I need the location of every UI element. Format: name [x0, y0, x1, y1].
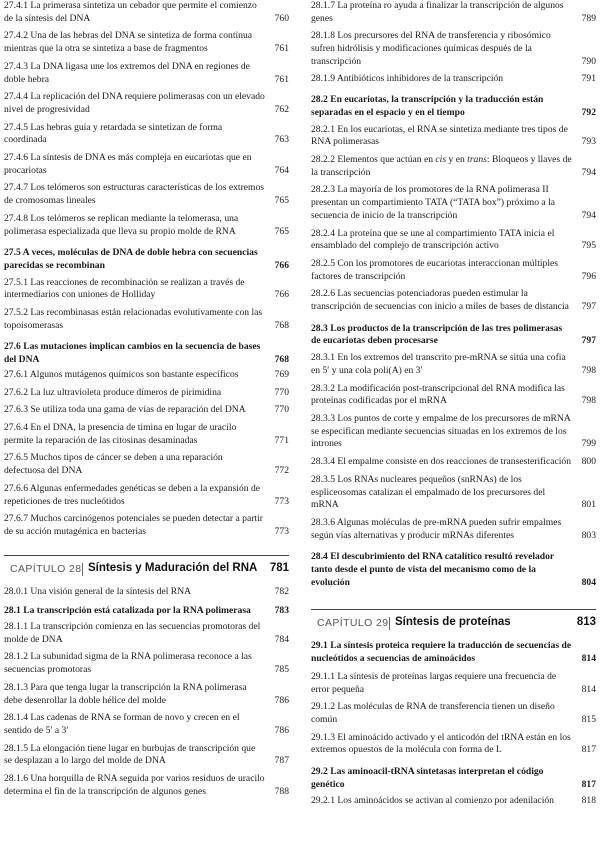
toc-page-number: 789	[581, 12, 596, 24]
toc-entry-title: 27.5.1 Las reacciones de recombinación se realizan a través de intermediarios con uniones de Holliday	[4, 276, 245, 301]
toc-page-number: 784	[274, 633, 289, 645]
toc-entry-28-1-1[interactable]	[4, 621, 289, 646]
toc-page-number: 817	[581, 744, 596, 756]
toc-page-number: 768	[274, 319, 289, 331]
toc-entry-title: 27.6.2 La luz ultravioleta produce dímeros de pirimidina	[4, 386, 222, 398]
toc-entry-28-3-4[interactable]	[311, 456, 596, 469]
toc-entry-27-5-2[interactable]	[4, 307, 289, 332]
toc-page-number: 798	[581, 364, 596, 376]
toc-entry-28-3-3[interactable]	[311, 413, 596, 451]
toc-page-number: 795	[581, 240, 596, 252]
toc-page-number: 770	[274, 404, 289, 416]
toc-entry-title: 29.1.2 Las moléculas de RNA de transferencia tienen un diseño común	[311, 701, 555, 725]
toc-entry-27-6-1[interactable]	[4, 369, 289, 382]
toc-entry-29-1-3[interactable]	[311, 732, 596, 757]
toc-entry-title: 27.4.8 Los telómeros se replican mediante la telomerasa, una polimerasa especializada que lleva su propio molde de RNA	[4, 212, 239, 237]
toc-page-number: 761	[274, 73, 289, 85]
toc-page-number: 762	[274, 103, 289, 115]
toc-entry-title: 28.4 El descubrimiento del RNA catalítico resultó revelador tanto desde el punto de vista del mecanismo como de la evolución	[311, 551, 555, 588]
toc-page-number: 798	[581, 395, 596, 407]
toc-entry-title: 27.4.3 La DNA ligasa une los extremos del DNA en regiones de doble hebra	[4, 60, 250, 85]
toc-entry-title: 27.6.6 Algunas enfermedades genéticas se deben a la expansión de repeticiones de tres nucleótidos	[4, 482, 261, 507]
toc-page-number: 763	[274, 134, 289, 146]
toc-page-number: 794	[581, 166, 596, 178]
toc-entry-title: 29.1.3 El aminoácido activado y el anticodón del tRNA están en los extremos opuestos de la molécula con forma de L	[311, 731, 571, 756]
toc-entry-title: 28.1.6 Una horquilla de RNA seguida por varios residuos de uracilo determina el fin de la transcripción de algunos genes	[4, 773, 265, 797]
toc-entry-27-4-2[interactable]	[4, 30, 289, 55]
toc-page-number: 783	[274, 605, 289, 617]
toc-page-number: 793	[581, 136, 596, 148]
toc-left-column	[4, 0, 289, 798]
toc-page-number: 818	[581, 795, 596, 807]
toc-entry-27-6-4[interactable]	[4, 422, 289, 447]
toc-entry-title: 27.4.5 Las hebras guía y retardada se sintetizan de forma coordinada	[4, 121, 223, 146]
toc-page-number: 791	[581, 72, 596, 84]
toc-entry-28-3-1[interactable]	[311, 352, 596, 377]
toc-entry-28-1-6[interactable]	[4, 773, 289, 798]
toc-entry-27-6-5[interactable]	[4, 452, 289, 477]
toc-page-number: 770	[274, 386, 289, 398]
toc-section-28-3[interactable]	[311, 323, 596, 348]
toc-page-number: 786	[274, 694, 289, 706]
toc-entry-title: 28.1.9 Antibióticos inhibidores de la transcripción	[311, 72, 504, 84]
toc-entry-28-3-2[interactable]	[311, 383, 596, 408]
toc-entry-title: 28.1.5 La elongación tiene lugar en burbujas de transcripción que se desplazan a lo largo del molde de DNA	[4, 742, 256, 767]
toc-entry-title: 27.6.4 En el DNA, la presencia de timina en lugar de uracilo permite la reparación de las citosinas desaminadas	[4, 421, 237, 446]
chapter-divider	[389, 617, 390, 630]
toc-entry-title: 28.3.6 Algunas moléculas de pre-mRNA pueden sufrir empalmes según vías alternativas y producir mRNAs diferentes	[311, 516, 562, 541]
toc-entry-title: 27.6 Las mutaciones implican cambios en la secuencia de bases del DNA	[4, 341, 261, 366]
toc-entry-title: 27.4.4 La replicación del DNA requiere polimerasas con un elevado nivel de progresividad	[4, 91, 265, 115]
toc-entry-28-2-1[interactable]	[311, 124, 596, 149]
toc-page-number: 760	[274, 12, 289, 24]
toc-entry-28-2-6[interactable]	[311, 288, 596, 313]
toc-page-number: 804	[581, 576, 596, 588]
toc-entry-title: 28.3.3 Los puntos de corte y empalme de los precursores de mRNA se especifican mediante secuencias situadas en los extremos de los intrones	[311, 412, 571, 450]
toc-entry-28-1-9[interactable]	[311, 73, 596, 86]
toc-page-number: 794	[581, 209, 596, 221]
toc-entry-27-4-8[interactable]	[4, 213, 289, 238]
toc-page-number: 773	[274, 495, 289, 507]
toc-page-number: 771	[274, 434, 289, 446]
toc-section-28-2[interactable]	[311, 94, 596, 119]
toc-entry-title: 28.2.2 Elementos que actúan en cis y en trans: Bloqueos y llaves de la transcripción	[311, 154, 572, 178]
toc-entry-title: 29.1.1 La síntesis de proteínas largas requiere una frecuencia de error pequeña	[311, 670, 557, 695]
toc-entry-title: 27.6.3 Se utiliza toda una gama de vías de reparación del DNA	[4, 404, 246, 416]
toc-entry-title: 28.0.1 Una visión general de la síntesis del RNA	[4, 585, 192, 597]
toc-page-number: 765	[274, 225, 289, 237]
toc-entry-28-2-3[interactable]	[311, 184, 596, 222]
toc-entry-title: 28.1.3 Para que tenga lugar la transcripción la RNA polimerasa debe desenrollar la doble hélice del molde	[4, 681, 247, 706]
toc-page-number: 796	[581, 270, 596, 282]
toc-section-29-1[interactable]	[311, 640, 596, 665]
toc-page-number: 815	[581, 713, 596, 725]
toc-page-number: 772	[274, 465, 289, 477]
toc-entry-27-4-7[interactable]	[4, 182, 289, 207]
toc-page-number: 782	[274, 585, 289, 597]
toc-page-number: 797	[581, 301, 596, 313]
toc-entry-title: 28.1.7 La proteína ro ayuda a finalizar la transcripción de algunos genes	[311, 0, 564, 24]
toc-entry-28-1-4[interactable]	[4, 712, 289, 737]
toc-page-number: 790	[581, 55, 596, 67]
toc-entry-title: 28.3.1 En los extremos del transcrito pre-mRNA se sitúa una cofia en 5′ y una cola poli(A) en 3′	[311, 352, 566, 376]
toc-entry-28-0-1[interactable]	[4, 586, 289, 599]
toc-entry-title: 27.4.2 Una de las hebras del DNA se sintetiza de forma continua mientras que la otra se sintetiza a base de fragmentos	[4, 30, 253, 55]
toc-entry-title: 27.6.1 Algunos mutágenos químicos son bastante específicos	[4, 368, 239, 380]
toc-entry-title: 28.2.4 La proteína que se une al compartimiento TATA inicia el ensamblado del complejo de transcripción activo	[311, 227, 555, 252]
toc-entry-27-4-4[interactable]	[4, 91, 289, 116]
toc-entry-28-2-5[interactable]	[311, 258, 596, 283]
toc-page-number: 786	[274, 724, 289, 736]
toc-page-number: 761	[274, 43, 289, 55]
chapter-label: CAPÍTULO 28	[10, 562, 82, 575]
toc-entry-title: 28.1.4 Las cadenas de RNA se forman de novo y crecen en el sentido de 5′ a 3′	[4, 712, 240, 736]
toc-entry-27-6-3[interactable]	[4, 404, 289, 417]
toc-entry-title: 27.4.1 La primerasa sintetiza un cebador que permite el comienzo de la síntesis del DNA	[4, 0, 257, 24]
toc-entry-28-3-6[interactable]	[311, 517, 596, 542]
toc-page-number: 803	[581, 529, 596, 541]
toc-entry-title: 27.4.6 La síntesis de DNA es más compleja en eucariotas que en procariotas	[4, 152, 252, 176]
toc-entry-title: 28.2.5 Con los promotores de eucariotas interaccionan múltiples factores de transcripción	[311, 257, 558, 282]
toc-entry-28-1-8[interactable]	[311, 30, 596, 68]
toc-page-number: 800	[581, 456, 596, 468]
toc-entry-28-1-3[interactable]	[4, 682, 289, 707]
toc-entry-28-1-7[interactable]	[311, 0, 596, 25]
chapter-header	[4, 555, 289, 582]
toc-entry-title: 27.4.7 Los telómeros son estructuras características de los extremos de cromosomas lineales	[4, 182, 265, 207]
toc-page-number: 814	[581, 653, 596, 665]
toc-page-number: 765	[274, 195, 289, 207]
chapter-page-number: 781	[269, 561, 289, 574]
chapter-page-number: 813	[576, 616, 596, 629]
toc-entry-title: 28.3.4 El empalme consiste en dos reacciones de transesterificación	[311, 456, 572, 468]
toc-entry-27-4-1[interactable]	[4, 0, 289, 25]
toc-entry-title: 28.3.2 La modificación post-transcripcional del RNA modifica las proteínas codificadas por el mRNA	[311, 382, 565, 407]
toc-entry-28-1-2[interactable]	[4, 651, 289, 676]
toc-entry-title: 28.2 En eucariotas, la transcripción y la traducción están separadas en el espacio y en el tiempo	[311, 94, 544, 118]
toc-right-column	[311, 0, 596, 808]
toc-page-number: 787	[274, 755, 289, 767]
toc-page-number: 766	[274, 259, 289, 271]
toc-entry-29-2-1[interactable]	[311, 795, 596, 808]
toc-entry-27-4-3[interactable]	[4, 61, 289, 86]
toc-section-27-5[interactable]	[4, 247, 289, 272]
toc-entry-title: 28.2.3 La mayoría de los promotores de la RNA polimerasa II presentan un compartimiento TATA (“TATA box”) próximo a la secuencia de inicio de la transcripción	[311, 184, 555, 221]
chapter-title: Síntesis de proteínas	[395, 616, 511, 629]
toc-entry-27-6-2[interactable]	[4, 387, 289, 400]
toc-entry-title: 27.6.7 Muchos carcinógenos potenciales se pueden detectar a partir de su acción mutagénica en bacterias	[4, 513, 263, 537]
toc-page-number: 801	[581, 499, 596, 511]
chapter-title: Síntesis y Maduración del RNA	[88, 561, 258, 574]
toc-page-number: 817	[581, 778, 596, 790]
toc-entry-28-1-5[interactable]	[4, 743, 289, 768]
toc-entry-28-2-2[interactable]	[311, 154, 596, 179]
toc-entry-27-6-7[interactable]	[4, 513, 289, 538]
toc-section-28-1[interactable]	[4, 605, 289, 618]
toc-entry-28-2-4[interactable]	[311, 228, 596, 253]
toc-section-28-4[interactable]	[311, 551, 596, 589]
toc-page-number: 764	[274, 164, 289, 176]
toc-page-number: 788	[274, 785, 289, 797]
toc-entry-title: 28.1.8 Los precursores del RNA de transferencia y ribosómico sufren hidrólisis y modificaciones químicas después de la transcripción	[311, 30, 551, 67]
toc-entry-28-3-5[interactable]	[311, 474, 596, 512]
toc-entry-title: 28.1 La transcripción está catalizada por la RNA polimerasa	[4, 605, 251, 617]
toc-entry-title: 29.2.1 Los aminoácidos se activan al comienzo por adenilación	[311, 795, 554, 807]
toc-entry-title: 28.2.6 Las secuencias potenciadoras pueden estimular la transcripción de secuencias con inicio a miles de bases de distancia	[311, 288, 569, 313]
toc-page-number: 769	[274, 368, 289, 380]
toc-page-number: 797	[581, 335, 596, 347]
toc-entry-title: 29.1 La síntesis proteica requiere la traducción de secuencias de nucleótidos a secuencias de aminoácidos	[311, 640, 572, 665]
toc-entry-27-5-1[interactable]	[4, 277, 289, 302]
toc-section-27-6[interactable]	[4, 341, 289, 366]
toc-entry-27-4-5[interactable]	[4, 122, 289, 147]
toc-entry-title: 28.3.5 Los RNAs nucleares pequeños (snRNAs) de los espliceosomas catalizan el empalmado de los precursores del mRNA	[311, 473, 546, 511]
toc-entry-title: 29.2 Las aminoacil-tRNA sintetasas interpretan el código genético	[311, 766, 544, 790]
toc-page-number: 785	[274, 664, 289, 676]
chapter-divider	[82, 563, 83, 576]
toc-page-number: 766	[274, 289, 289, 301]
toc-entry-27-6-6[interactable]	[4, 483, 289, 508]
toc-page-number: 799	[581, 438, 596, 450]
toc-entry-title: 27.5.2 Las recombinasas están relacionadas evolutivamente con las topoisomerasas	[4, 307, 263, 331]
toc-entry-29-1-1[interactable]	[311, 671, 596, 696]
chapter-header	[311, 609, 596, 636]
toc-section-29-2[interactable]	[311, 766, 596, 791]
toc-entry-27-4-6[interactable]	[4, 152, 289, 177]
toc-entry-title: 28.3 Los productos de la transcripción de las tres polimerasas de eucariotas deben procesarse	[311, 322, 563, 347]
toc-page-number: 814	[581, 683, 596, 695]
toc-entry-title: 27.5 A veces, moléculas de DNA de doble hebra con secuencias parecidas se recombinan	[4, 247, 258, 271]
toc-page-number: 773	[274, 525, 289, 537]
toc-page-number: 768	[274, 354, 289, 366]
chapter-label: CAPÍTULO 29	[317, 617, 389, 630]
toc-entry-title: 27.6.5 Muchos tipos de cáncer se deben a una reparación defectuosa del DNA	[4, 452, 223, 477]
toc-entry-title: 28.1.1 La transcripción comienza en las secuencias promotoras del molde de DNA	[4, 621, 261, 645]
toc-entry-title: 28.2.1 En los eucariotas, el RNA se sintetiza mediante tres tipos de RNA polimerasas	[311, 123, 568, 148]
toc-entry-29-1-2[interactable]	[311, 701, 596, 726]
toc-entry-title: 28.1.2 La subunidad sigma de la RNA polimerasa reconoce a las secuencias promotoras	[4, 651, 252, 676]
toc-page-number: 792	[581, 106, 596, 118]
